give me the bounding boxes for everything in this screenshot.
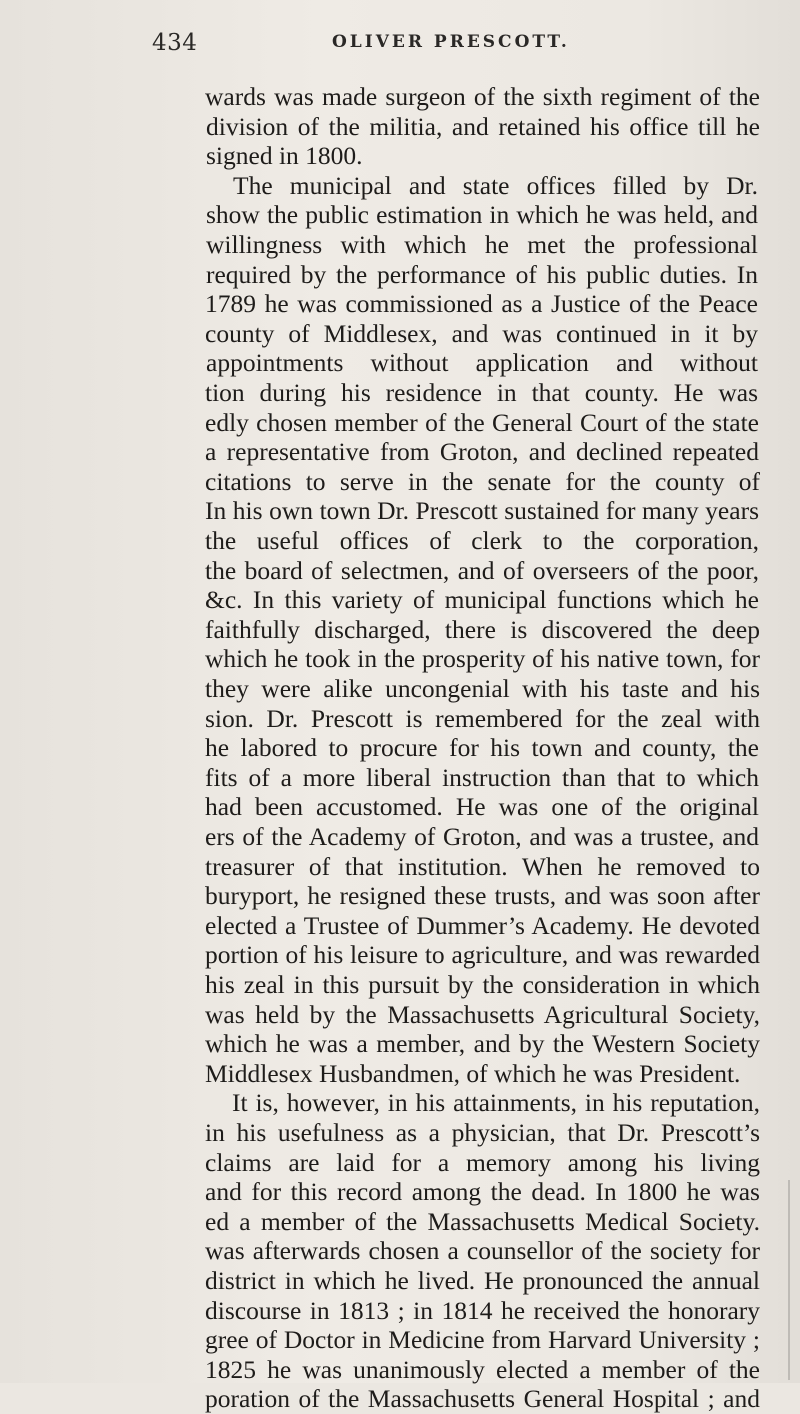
text-line: his zeal in this pursuit by the consideration in which	[205, 970, 760, 999]
page-header	[152, 30, 712, 60]
page-edge-shadow	[788, 1180, 790, 1380]
text-line: which he took in the prosperity of his native town, for	[205, 644, 760, 674]
text-line: edly chosen member of the General Court of the state	[205, 407, 759, 437]
text-line: he labored to procure for his town and county, the	[205, 733, 759, 763]
text-line: county of Middlesex, and was continued in it by	[205, 318, 758, 348]
text-line: &c. In this variety of municipal functions which he	[205, 585, 759, 615]
text-line: was held by the Massachusetts Agricultural Society,	[205, 999, 760, 1029]
text-line: It is, however, in his attainments, in his reputation,	[232, 1088, 760, 1118]
text-line: elected a Trustee of Dummer’s Academy. He devoted	[205, 910, 760, 940]
text-line: in his usefulness as a physician, that Dr. Prescott’s	[205, 1118, 760, 1147]
text-line: tion during his residence in that county. He was	[205, 378, 758, 407]
text-line: had been accustomed. He was one of the original	[205, 792, 759, 822]
text-line: claims are laid for a memory among his living	[205, 1147, 760, 1177]
text-line: poration of the Massachusetts General Hospital ; and	[205, 1384, 760, 1414]
text-line: citations to serve in the senate for the county of	[205, 466, 760, 496]
page-number: 434	[152, 30, 198, 56]
text-line: they were alike uncongenial with his taste and his	[205, 674, 760, 703]
text-line: discourse in 1813 ; in 1814 he received the honorary	[205, 1295, 760, 1325]
text-line: treasurer of that institution. When he removed to	[205, 851, 760, 881]
text-line: a representative from Groton, and declined repeated	[205, 437, 759, 467]
text-line: 1825 he was unanimously elected a member of the	[205, 1354, 760, 1384]
text-line: which he was a member, and by the Western Society	[205, 1029, 760, 1059]
text-line: division of the militia, and retained his office till he	[206, 111, 760, 141]
text-line: gree of Doctor in Medicine from Harvard University ;	[205, 1325, 760, 1355]
text-line: sion. Dr. Prescott is remembered for the zeal with	[205, 703, 760, 733]
text-line: buryport, he resigned these trusts, and was soon after	[205, 881, 760, 911]
text-line: portion of his leisure to agriculture, and was rewarded	[205, 940, 760, 970]
text-line: fits of a more liberal instruction than that to which	[205, 762, 759, 792]
text-line: wards was made surgeon of the sixth regiment of the	[205, 82, 760, 111]
text-line: 1789 he was commissioned as a Justice of the Peace	[205, 289, 758, 319]
text-line: The municipal and state offices filled by Dr.	[233, 170, 758, 200]
text-line: ers of the Academy of Groton, and was a trustee, and	[205, 822, 759, 851]
text-line: and for this record among the dead. In 1800 he was	[205, 1177, 760, 1207]
text-line: required by the performance of his public duties. In	[206, 259, 758, 289]
text-line: appointments without application and without	[206, 348, 758, 378]
text-line: show the public estimation in which he was held, and	[206, 200, 758, 230]
text-line: In his own town Dr. Prescott sustained for many years	[205, 496, 759, 526]
running-head: OLIVER PRESCOTT.	[332, 32, 570, 52]
text-line: Middlesex Husbandmen, of which he was President.	[205, 1058, 741, 1088]
text-line: was afterwards chosen a counsellor of the society for	[205, 1236, 760, 1266]
text-line: willingness with which he met the professional	[206, 230, 758, 259]
text-line: the useful offices of clerk to the corporation,	[205, 526, 759, 555]
text-line: ed a member of the Massachusetts Medical Society.	[205, 1206, 760, 1236]
text-line: signed in 1800.	[206, 141, 363, 171]
text-line: district in which he lived. He pronounced the annual	[205, 1266, 760, 1295]
text-line: faithfully discharged, there is discovered the deep	[205, 614, 760, 644]
text-line: the board of selectmen, and of overseers of the poor,	[205, 555, 759, 585]
